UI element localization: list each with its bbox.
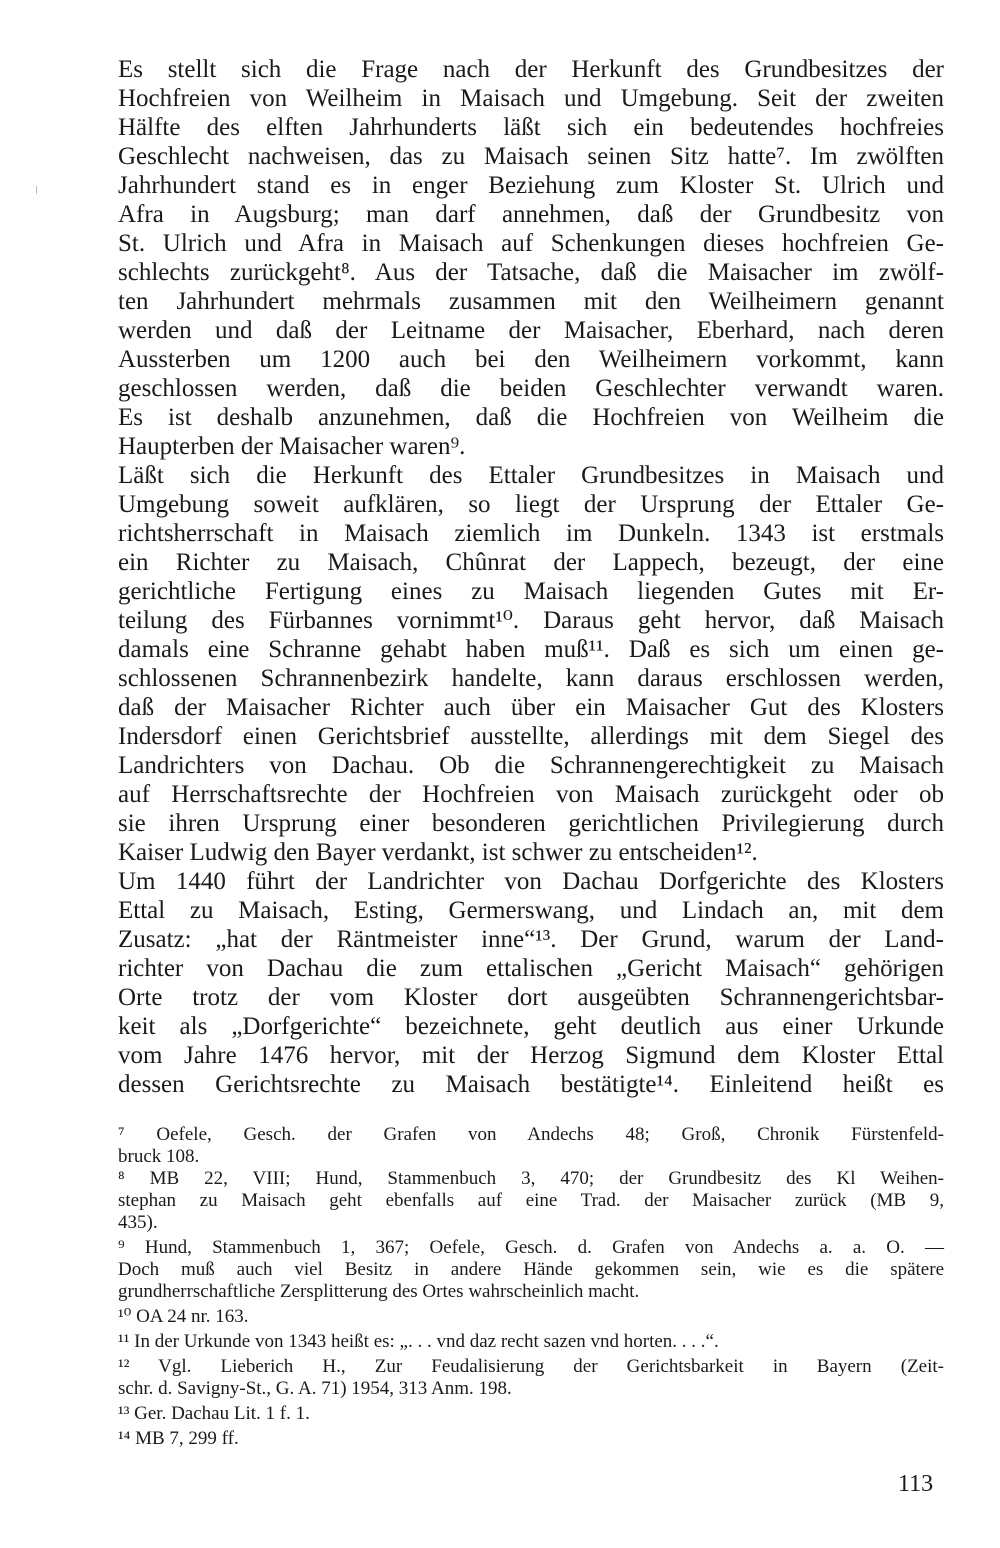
body-line-36: dessen Gerichtsrechte zu Maisach bestätigte¹⁴. Einleitend heißt es xyxy=(118,1071,944,1098)
body-line-1: Es stellt sich die Frage nach der Herkunft des Grundbesitzes der xyxy=(118,56,944,83)
body-line-35: vom Jahre 1476 hervor, mit der Herzog Sigmund dem Kloster Ettal xyxy=(118,1042,944,1069)
body-line-7: St. Ulrich und Afra in Maisach auf Schenkungen dieses hochfreien Ge- xyxy=(118,230,944,257)
footnote-line-3: ⁸ MB 22, VIII; Hund, Stammenbuch 3, 470; der Grundbesitz des Kl Weihen- xyxy=(118,1168,944,1189)
body-line-22: schlossenen Schrannenbezirk handelte, kann daraus erschlossen werden, xyxy=(118,665,944,692)
footnote-line-10: ¹¹ In der Urkunde von 1343 heißt es: „. . . vnd daz recht sazen vnd horten. . . .“. xyxy=(118,1331,719,1352)
body-line-13: Es ist deshalb anzunehmen, daß die Hochfreien von Weilheim die xyxy=(118,404,944,431)
body-line-3: Hälfte des elften Jahrhunderts läßt sich ein bedeutendes hochfreies xyxy=(118,114,944,141)
body-line-9: ten Jahrhundert mehrmals zusammen mit den Weilheimern genannt xyxy=(118,288,944,315)
footnote-line-6: ⁹ Hund, Stammenbuch 1, 367; Oefele, Gesch. d. Grafen von Andechs a. a. O. — xyxy=(118,1237,944,1258)
body-line-11: Aussterben um 1200 auch bei den Weilheimern vorkommt, kann xyxy=(118,346,944,373)
body-line-26: auf Herrschaftsrechte der Hochfreien von Maisach zurückgeht oder ob xyxy=(118,781,944,808)
body-line-12: geschlossen werden, daß die beiden Geschlechter verwandt waren. xyxy=(118,375,944,402)
body-line-18: ein Richter zu Maisach, Chûnrat der Lappech, bezeugt, der eine xyxy=(118,549,944,576)
margin-mark xyxy=(36,186,37,194)
body-line-4: Geschlecht nachweisen, das zu Maisach seinen Sitz hatte⁷. Im zwölften xyxy=(118,143,944,170)
body-line-5: Jahrhundert stand es in enger Beziehung zum Kloster St. Ulrich und xyxy=(118,172,944,199)
footnote-line-9: ¹⁰ OA 24 nr. 163. xyxy=(118,1306,249,1327)
body-line-28: Kaiser Ludwig den Bayer verdankt, ist schwer zu entscheiden¹². xyxy=(118,839,758,866)
footnote-line-1: ⁷ Oefele, Gesch. der Grafen von Andechs 48; Groß, Chronik Fürstenfeld- xyxy=(118,1124,944,1145)
body-line-20: teilung des Fürbannes vornimmt¹⁰. Daraus geht hervor, daß Maisach xyxy=(118,607,944,634)
page-number: 113 xyxy=(898,1471,934,1497)
body-line-33: Orte trotz der vom Kloster dort ausgeübten Schrannengerichtsbar- xyxy=(118,984,944,1011)
footnote-line-13: ¹³ Ger. Dachau Lit. 1 f. 1. xyxy=(118,1403,310,1424)
body-line-8: schlechts zurückgeht⁸. Aus der Tatsache, daß die Maisacher im zwölf- xyxy=(118,259,944,286)
footnote-line-8: grundherrschaftliche Zersplitterung des Ortes wahrscheinlich macht. xyxy=(118,1281,640,1302)
footnote-line-12: schr. d. Savigny-St., G. A. 71) 1954, 313 Anm. 198. xyxy=(118,1378,512,1399)
body-line-29: Um 1440 führt der Landrichter von Dachau Dorfgerichte des Klosters xyxy=(118,868,944,895)
footnote-line-7: Doch muß auch viel Besitz in andere Hände gekommen sein, wie es die spätere xyxy=(118,1259,944,1280)
body-line-31: Zusatz: „hat der Räntmeister inne“¹³. Der Grund, warum der Land- xyxy=(118,926,944,953)
body-line-14: Haupterben der Maisacher waren⁹. xyxy=(118,433,466,460)
footnote-line-2: bruck 108. xyxy=(118,1146,200,1167)
body-line-15: Läßt sich die Herkunft des Ettaler Grundbesitzes in Maisach und xyxy=(118,462,944,489)
footnote-line-5: 435). xyxy=(118,1212,158,1233)
body-line-25: Landrichters von Dachau. Ob die Schrannengerechtigkeit zu Maisach xyxy=(118,752,944,779)
body-line-21: damals eine Schranne gehabt haben muß¹¹. Daß es sich um einen ge- xyxy=(118,636,944,663)
body-line-23: daß der Maisacher Richter auch über ein Maisacher Gut des Klosters xyxy=(118,694,944,721)
body-line-24: Indersdorf einen Gerichtsbrief ausstellte, allerdings mit dem Siegel des xyxy=(118,723,944,750)
body-line-30: Ettal zu Maisach, Esting, Germerswang, und Lindach an, mit dem xyxy=(118,897,944,924)
page-content xyxy=(118,0,944,1548)
footnote-line-4: stephan zu Maisach geht ebenfalls auf eine Trad. der Maisacher zurück (MB 9, xyxy=(118,1190,944,1211)
body-line-27: sie ihren Ursprung einer besonderen gerichtlichen Privilegierung durch xyxy=(118,810,944,837)
body-line-10: werden und daß der Leitname der Maisacher, Eberhard, nach deren xyxy=(118,317,944,344)
footnote-line-11: ¹² Vgl. Lieberich H., Zur Feudalisierung der Gerichtsbarkeit in Bayern (Zeit- xyxy=(118,1356,944,1377)
footnote-line-14: ¹⁴ MB 7, 299 ff. xyxy=(118,1428,239,1449)
body-line-17: richtsherrschaft in Maisach ziemlich im Dunkeln. 1343 ist erstmals xyxy=(118,520,944,547)
body-line-32: richter von Dachau die zum ettalischen „Gericht Maisach“ gehörigen xyxy=(118,955,944,982)
body-line-2: Hochfreien von Weilheim in Maisach und Umgebung. Seit der zweiten xyxy=(118,85,944,112)
body-line-6: Afra in Augsburg; man darf annehmen, daß der Grundbesitz von xyxy=(118,201,944,228)
body-line-19: gerichtliche Fertigung eines zu Maisach liegenden Gutes mit Er- xyxy=(118,578,944,605)
body-line-34: keit als „Dorfgerichte“ bezeichnete, geht deutlich aus einer Urkunde xyxy=(118,1013,944,1040)
body-line-16: Umgebung soweit aufklären, so liegt der Ursprung der Ettaler Ge- xyxy=(118,491,944,518)
